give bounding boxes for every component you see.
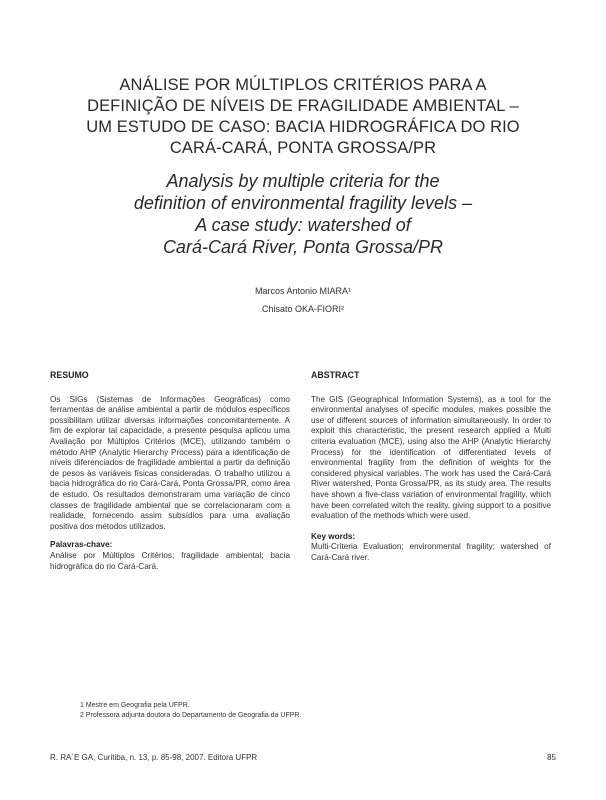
footnote: 2 Professora adjunta doutora do Departamento de Geografia da UFPR. [80,711,302,719]
title-en-line: Analysis by multiple criteria for the [166,171,440,191]
footnote: 1 Mestre em Geografia pela UFPR. [80,702,190,709]
author-2: Chisato OKA-FIORI² [261,304,344,314]
title-portuguese [40,75,566,159]
abstract-heading: ABSTRACT [311,370,360,380]
journal-citation: R. RA´E GA, Curitiba, n. 13, p. 85-98, 2007. Editora UFPR [50,753,258,762]
page-footer [50,753,556,762]
title-en-line: Cará-Cará River, Ponta Grossa/PR [162,237,444,257]
title-pt-line: DEFINIÇÃO DE NÍVEIS DE FRAGILIDADE AMBIENTAL – [87,97,519,115]
title-english [40,170,566,258]
abstract-text: The GIS (Geographical Information Systems), as a tool for the environmental analyses of specific modules, makes possible the use of different sources of information simultaneously. In order to exploit this characteristic, the present research applied a Multi criteria evaluation (MCE), using also the AHP (Analytic Hierarchy Process) for the identification of differentiated levels of environmental fragility from the definition of weights for the considered physical variables. The work has used the Cará-Cará River watershed, Ponta Grossa/PR, as its study area. The results have shown a five-class variation of environmental fragility, which have been correlated witch the reality, giving support to a positive evaluation of the methods which were used. [311,394,551,521]
footnotes [80,701,301,720]
resumo-keywords: Análise por Múltiplos Critérios; fragilidade ambiental; bacia hidrográfica do rio Cará-Cará. [50,550,290,571]
abstract-column [311,370,551,564]
title-pt-line: ANÁLISE POR MÚLTIPLOS CRITÉRIOS PARA A [119,76,487,94]
resumo-column [50,370,290,572]
resumo-keywords-heading: Palavras-chave: [50,540,113,550]
title-en-line: A case study: watershed of [195,215,411,235]
title-pt-line: UM ESTUDO DE CASO: BACIA HIDROGRÁFICA DO RIO [86,118,520,136]
title-en-line: definition of environmental fragility levels – [133,193,473,213]
abstract-keywords: Multi-Criteria Evaluation; environmental fragility; watershed of Cará-Cará river. [311,542,551,562]
title-pt-line: CARÁ-CARÁ, PONTA GROSSA/PR [169,139,437,157]
resumo-heading: RESUMO [50,370,89,380]
abstract-keywords-heading: Key words: [311,531,356,541]
page-number: 85 [547,753,556,762]
author-1: Marcos Antonio MIARA¹ [254,286,352,296]
resumo-text: Os SIGs (Sistemas de Informações Geográficas) como ferramentas de análise ambiental a partir de módulos específicos possibilitam utilizar diversas informações concomitantemente. A fim de explorar tal capacidade, a presente pesquisa aplicou uma Avaliação por Múltiplos Critérios (MCE), utilizando também o método AHP (Analytic Hierarchy Process) para a identificação de níveis diferenciados de fragilidade ambiental a partir da definição de pesos às variáveis físicas consideradas. O trabalho utilizou a bacia hidrográfica do rio Cará-Cará, Ponta Grossa/PR, como área de estudo. Os resultados demonstraram uma variação de cinco classes de fragilidade ambiental que se correlacionaram com a realidade, fornecendo assim subsídios para uma avaliação positiva dos métodos utilizados. [50,394,290,531]
